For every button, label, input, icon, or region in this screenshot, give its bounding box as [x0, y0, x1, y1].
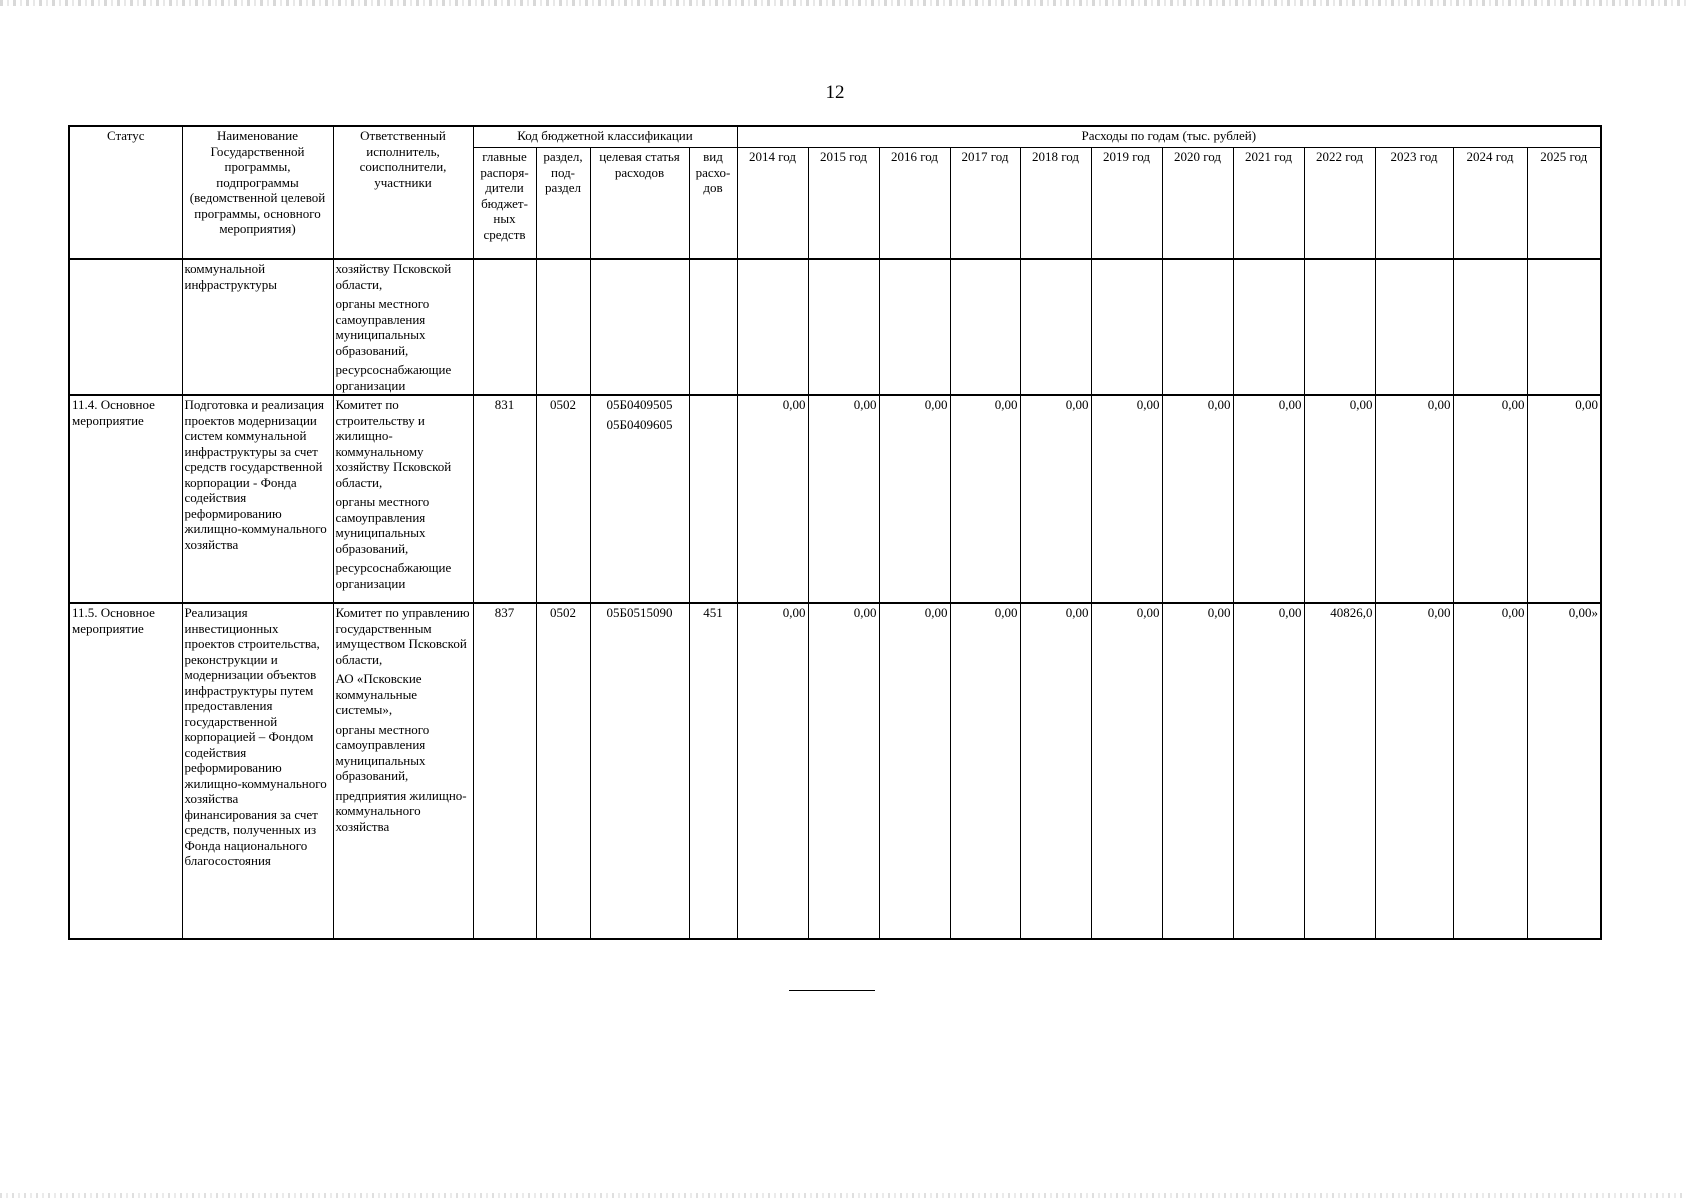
header-expenses: Расходы по годам (тыс. рублей): [737, 126, 1601, 148]
row-value-2020: 0,00: [1162, 603, 1233, 939]
header-executor: Ответственный исполнитель, соисполнители, участники: [333, 126, 473, 259]
table-row: [69, 395, 1601, 603]
row-section: 0502: [536, 395, 590, 603]
executor-line: предприятия жилищно-коммунального хозяйства: [335, 787, 467, 834]
row-value-2017: 0,00: [950, 603, 1020, 939]
row-executor: [333, 395, 473, 603]
header-name: Наименование Государственной программы, подпрограммы (ведомственной целевой программы, основного мероприятия): [182, 126, 333, 259]
row-value-2023: 0,00: [1375, 603, 1453, 939]
target-code: 05Б0409605: [606, 416, 673, 432]
row-value-2025: [1527, 259, 1601, 395]
header-row-1: [69, 126, 1601, 148]
row-name: Реализация инвестиционных проектов строительства, реконструкции и модернизации объектов инфраструктуры путем предоставления государственной корпорацией – Фондом содействия реформированию жилищно-коммунального хозяйства финансирования за счет средств, полученных из Фонда национального благосостояния: [182, 603, 333, 939]
row-grbs: 831: [473, 395, 536, 603]
header-year-2014: 2014 год: [737, 148, 808, 260]
row-name: Подготовка и реализация проектов модернизации систем коммунальной инфраструктуры за счет средств государственной корпорации - Фонда содействия реформированию жилищно-коммунального хозяйства: [182, 395, 333, 603]
row-value-2014: 0,00: [737, 603, 808, 939]
row-value-2022: 0,00: [1304, 395, 1375, 603]
executor-line: органы местного самоуправления муниципальных образований,: [335, 296, 430, 358]
row-value-2018: 0,00: [1020, 603, 1091, 939]
header-year-2019: 2019 год: [1091, 148, 1162, 260]
row-section: 0502: [536, 603, 590, 939]
header-year-2023: 2023 год: [1375, 148, 1453, 260]
row-value-2019: 0,00: [1091, 603, 1162, 939]
header-year-2018: 2018 год: [1020, 148, 1091, 260]
row-vid: [689, 395, 737, 603]
row-value-2021: [1233, 259, 1304, 395]
row-value-2019: [1091, 259, 1162, 395]
row-grbs: [473, 259, 536, 395]
executor-line: ресурсоснабжающие организации: [335, 560, 452, 591]
row-value-2021: 0,00: [1233, 603, 1304, 939]
row-grbs: 837: [473, 603, 536, 939]
row-value-2025: 0,00: [1527, 395, 1601, 603]
header-year-2015: 2015 год: [808, 148, 879, 260]
row-vid: [689, 259, 737, 395]
row-value-2015: [808, 259, 879, 395]
page-number: 12: [825, 82, 845, 103]
row-executor: [333, 603, 473, 939]
header-year-2021: 2021 год: [1233, 148, 1304, 260]
row-status: 11.4. Основное мероприятие: [69, 395, 182, 603]
header-year-2016: 2016 год: [879, 148, 950, 260]
scan-edge-top: [0, 0, 1686, 6]
row-value-2019: 0,00: [1091, 395, 1162, 603]
header-year-2017: 2017 год: [950, 148, 1020, 260]
bottom-rule: [789, 990, 875, 991]
header-year-2024: 2024 год: [1453, 148, 1527, 260]
executor-line: АО «Псковские коммунальные системы»,: [335, 671, 422, 717]
budget-table: [68, 125, 1602, 940]
row-value-2017: [950, 259, 1020, 395]
row-value-2014: 0,00: [737, 395, 808, 603]
executor-line: органы местного самоуправления муниципальных образований,: [335, 721, 430, 783]
row-value-2023: [1375, 259, 1453, 395]
row-value-2018: [1020, 259, 1091, 395]
table-row: [69, 259, 1601, 395]
header-grbs: главные распоря-дители бюджет-ных средств: [473, 148, 536, 260]
header-target: целевая статья расходов: [590, 148, 689, 260]
row-status: 11.5. Основное мероприятие: [69, 603, 182, 939]
executor-line: Комитет по строительству и жилищно-коммунальному хозяйству Псковской области,: [335, 397, 452, 490]
executor-line: хозяйству Псковской области,: [335, 261, 452, 292]
row-value-2018: 0,00: [1020, 395, 1091, 603]
header-budget-code: Код бюджетной классификации: [473, 126, 737, 148]
row-value-2025: 0,00»: [1527, 603, 1601, 939]
row-value-2020: 0,00: [1162, 395, 1233, 603]
row-target: [590, 259, 689, 395]
row-value-2024: [1453, 259, 1527, 395]
header-year-2025: 2025 год: [1527, 148, 1601, 260]
executor-line: органы местного самоуправления муниципальных образований,: [335, 494, 430, 556]
row-target: 05Б0515090: [590, 603, 689, 939]
row-value-2022: [1304, 259, 1375, 395]
table-row: [69, 603, 1601, 939]
row-value-2016: [879, 259, 950, 395]
row-value-2024: 0,00: [1453, 395, 1527, 603]
row-section: [536, 259, 590, 395]
row-value-2017: 0,00: [950, 395, 1020, 603]
executor-line: Комитет по управлению государственным имуществом Псковской области,: [335, 605, 470, 667]
row-value-2014: [737, 259, 808, 395]
row-value-2016: 0,00: [879, 395, 950, 603]
header-year-2020: 2020 год: [1162, 148, 1233, 260]
row-value-2023: 0,00: [1375, 395, 1453, 603]
executor-line: ресурсоснабжающие организации: [335, 362, 452, 393]
header-vid: вид расхо-дов: [689, 148, 737, 260]
scan-edge-bottom: [0, 1193, 1686, 1198]
row-value-2022: 40826,0: [1304, 603, 1375, 939]
header-section: раздел, под-раздел: [536, 148, 590, 260]
row-value-2015: 0,00: [808, 395, 879, 603]
row-value-2020: [1162, 259, 1233, 395]
header-year-2022: 2022 год: [1304, 148, 1375, 260]
row-target: [590, 395, 689, 603]
row-name: коммунальной инфраструктуры: [182, 259, 333, 395]
row-value-2015: 0,00: [808, 603, 879, 939]
target-code: 05Б0409505: [606, 397, 673, 412]
row-value-2016: 0,00: [879, 603, 950, 939]
row-executor: [333, 259, 473, 395]
row-value-2021: 0,00: [1233, 395, 1304, 603]
header-status: Статус: [69, 126, 182, 259]
row-value-2024: 0,00: [1453, 603, 1527, 939]
row-status: [69, 259, 182, 395]
row-vid: 451: [689, 603, 737, 939]
